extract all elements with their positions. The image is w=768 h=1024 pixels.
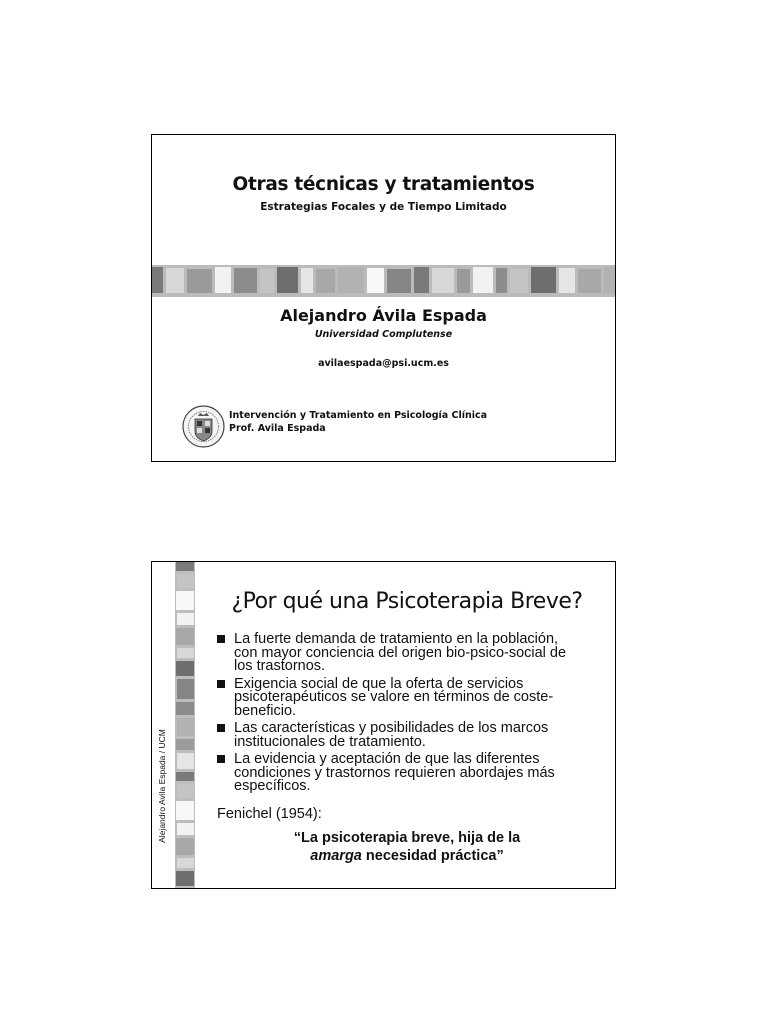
university-name: Universidad Complutense [314, 329, 453, 340]
course-info [229, 409, 487, 435]
square-bullet-icon [217, 635, 225, 643]
slide-title: ¿Por qué una Psicoterapia Breve? [231, 589, 583, 614]
decorative-band [152, 263, 616, 299]
professor-name: Prof. Avila Espada [229, 423, 326, 434]
quote-line-1: “La psicoterapia breve, hija de la [293, 830, 521, 846]
list-item: La evidencia y aceptación de que las diferentes condiciones y trastornos requieren abordajes más específicos. [216, 753, 606, 794]
quote-line-2 [212, 847, 602, 865]
decorative-band-vertical [173, 562, 196, 889]
square-bullet-icon [217, 724, 225, 732]
quote-line-2-rest: necesidad práctica” [361, 848, 504, 864]
bullet-list [216, 633, 606, 798]
side-author-label: Alejandro Avila Espada / UCM [157, 729, 167, 843]
square-bullet-icon [217, 680, 225, 688]
list-item: Las características y posibilidades de los marcos institucionales de tratamiento. [216, 722, 606, 749]
author-name: Alejandro Ávila Espada [280, 306, 487, 325]
citation-author: Fenichel (1954): [217, 806, 322, 822]
university-seal-icon [182, 405, 225, 448]
slide-subtitle: Estrategias Focales y de Tiempo Limitado [260, 201, 507, 213]
quote-emphasis: amarga [310, 848, 362, 864]
slide-title: Otras técnicas y tratamientos [232, 174, 535, 195]
square-bullet-icon [217, 755, 225, 763]
list-item: La fuerte demanda de tratamiento en la población, con mayor conciencia del origen bio-psico-social de los trastornos. [216, 633, 606, 674]
author-email: avilaespada@psi.ucm.es [318, 358, 449, 369]
content-slide [151, 561, 616, 889]
list-item: Exigencia social de que la oferta de servicios psicoterapéuticos se valore en términos de coste- beneficio. [216, 678, 606, 719]
course-name: Intervención y Tratamiento en Psicología Clínica [229, 410, 488, 421]
quote [212, 829, 602, 865]
title-slide [151, 134, 616, 462]
